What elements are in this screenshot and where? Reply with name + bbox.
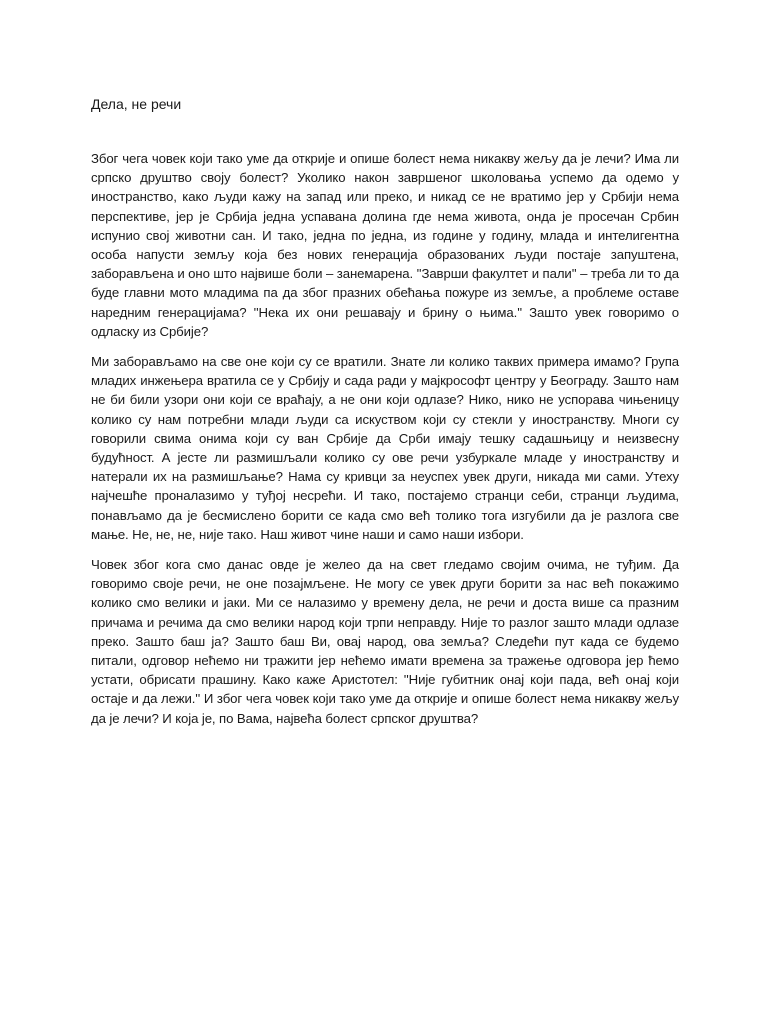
paragraph-2: Ми заборављамо на све оне који су се вратили. Знате ли колико таквих примера имамо? Група младих инжењера вратила се у Србију и сада ради у мајкрософт центру у Београду. Зашто нам не би били узори они који се враћају, а не они који одлазе? Нико, нико не успорава чињеницу колико су нам потребни млади људи са искуством који су стекли у иностранству. Многи су говорили свима онима који су ван Србије да Срби имају тешку садашњицу и неизвесну будућност. А јесте ли размишљали колико су ове речи узбуркале младе у иностранству и натерали их на размишљање? Нама су кривци за неуспех увек други, никада ми сами. Утеху најчешће проналазимо у туђој несрећи. И тако, постајемо странци себи, странци људима, понављамо да је бесмислено борити се када смо већ толико тога изгубили да је разлога све мање. Не, не, не, није тако. Наш живот чине наши и само наши избори.	[91, 354, 679, 542]
document-body	[91, 149, 679, 739]
paragraph-1: Због чега човек који тако уме да открије и опише болест нема никакву жељу да је лечи? Има ли српско друштво своју болест? Уколико након завршеног школовања успемо да одемо у иностранство, како људи кажу на запад или преко, и никад се не вратимо јер у Србији нема перспективе, јер је Србија једна успавана долина где нема живота, онда је просечан Србин испунио свој животни сан. И тако, једна по једна, из године у годину, млада и интелигентна особа напусти земљу која без нових генерација образованих људи постаје запуштена, заборављена и оно што највише боли – занемарена. ''Заврши факултет и пали'' – треба ли то да буде главни мото младима па да због празних обећања пожуре из земље, а проблеме оставе наредним генерацијама? ''Нека их они решавају и брину о њима.'' Зашто увек говоримо о одласку из Србије?	[91, 151, 679, 339]
document-title: Дела, не речи	[91, 96, 182, 112]
paragraph-3: Човек због кога смо данас овде је желео да на свет гледамо својим очима, не туђим. Да говоримо своје речи, не оне позајмљене. Не могу се увек други борити за нас већ покажимо колико смо велики и јаки. Ми се налазимо у времену дела, не речи и доста више са празним причама и речима да смо велики народ који трпи неправду. Није то разлог зашто млади одлазе преко. Зашто баш ја? Зашто баш Ви, овај народ, ова земља? Следећи пут када се будемо питали, одговор нећемо ни тражити јер нећемо имати времена за тражење одговора јер ћемо устати, обрисати прашину. Како каже Аристотел: ''Није губитник онај који пада, већ онај који остаје и да лежи.'' И због чега човек који тако уме да открије и опише болест нема никакву жељу да је лечи? И која је, по Вама, највећа болест српског друштва?	[91, 557, 679, 726]
